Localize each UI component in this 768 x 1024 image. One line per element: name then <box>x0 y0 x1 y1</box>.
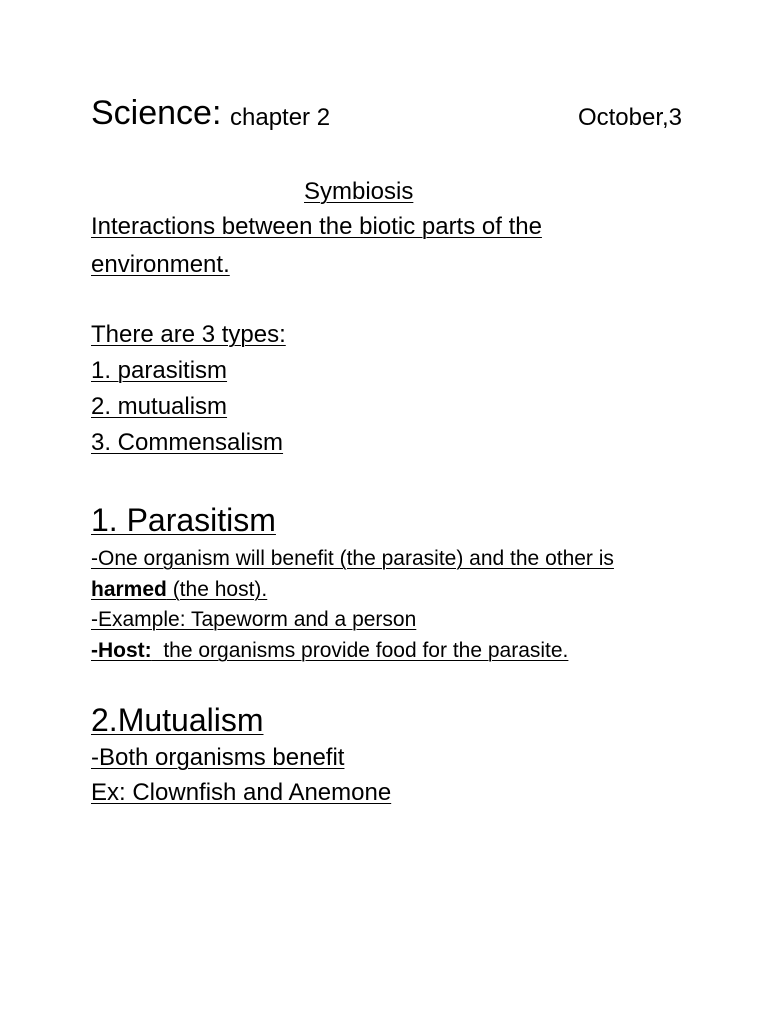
mutualism-line-1: -Both organisms benefit <box>91 744 345 771</box>
parasitism-line-2 <box>91 579 267 600</box>
document-title: Symbiosis <box>304 178 414 205</box>
types-item-commensalism: 3. Commensalism <box>91 429 284 456</box>
parasitism-line-4-rest: the organisms provide food for the parasite. <box>151 639 569 662</box>
definition-line-1: Interactions between the biotic parts of the <box>91 213 542 240</box>
parasitism-line-3: -Example: Tapeworm and a person <box>91 608 417 631</box>
mutualism-line-2: Ex: Clownfish and Anemone <box>91 779 392 806</box>
parasitism-line-4 <box>91 640 568 661</box>
parasitism-harmed-bold: harmed <box>91 578 167 601</box>
types-item-parasitism: 1. parasitism <box>91 357 228 384</box>
header-row <box>91 96 682 136</box>
parasitism-host-bold: -Host: <box>91 639 152 662</box>
definition-line-2: environment. <box>91 251 230 278</box>
subject-label: Science: <box>91 94 222 132</box>
chapter-label: chapter 2 <box>230 104 331 131</box>
date-label: October,3 <box>577 104 682 131</box>
mutualism-heading: 2.Mutualism <box>91 702 264 738</box>
types-item-mutualism: 2. mutualism <box>91 393 228 420</box>
parasitism-heading: 1. Parasitism <box>91 502 276 538</box>
parasitism-line-2-rest: (the host). <box>166 578 268 601</box>
types-intro: There are 3 types: <box>91 321 286 348</box>
parasitism-line-1: -One organism will benefit (the parasite) and the other is <box>91 547 614 570</box>
